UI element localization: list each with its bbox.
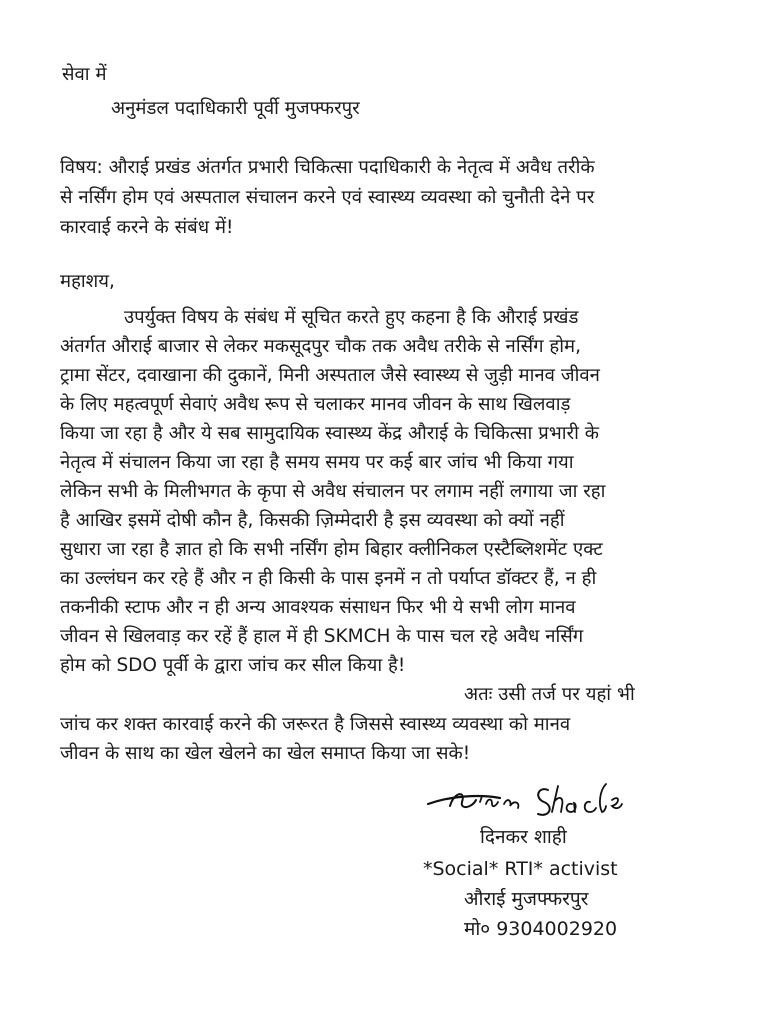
body-line: अंतर्गत औराई बाजार से लेकर मकसूदपुर चौक तक अवैध तरीके से नर्सिंग होम, [60, 336, 581, 357]
subject-line: कारवाई करने के संबंध में! [60, 217, 234, 238]
body-line: के लिए महत्वपूर्ण सेवाएं अवैध रूप से चलाकर मानव जीवन के साथ खिलवाड़ [60, 394, 571, 415]
conclusion-line: अतः उसी तर्ज पर यहां भी [464, 684, 635, 705]
body-line: का उल्लंघन कर रहे हैं और न ही किसी के पास इनमें न तो पर्याप्त डॉक्टर हैं, न ही [60, 568, 597, 589]
body-line: है आखिर इसमें दोषी कौन है, किसकी ज़िम्मेदारी है इस व्यवस्था को क्यों नहीं [60, 510, 565, 531]
subject-line: विषय: औराई प्रखंड अंतर्गत प्रभारी चिकित्सा पदाधिकारी के नेतृत्व में अवैध तरीके [60, 157, 595, 178]
body-line: नेतृत्व में संचालन किया जा रहा है समय समय पर कई बार जांच भी किया गया [60, 452, 574, 473]
salutation-to: सेवा में [62, 64, 107, 85]
sender-address: औराई मुजफ्फरपुर [464, 888, 589, 910]
body-line: लेकिन सभी के मिलीभगत के कृपा से अवैध संचालन पर लगाम नहीं लगाया जा रहा [60, 481, 606, 502]
conclusion-line: जांच कर शक्त कारवाई करने की जरूरत है जिससे स्वास्थ्य व्यवस्था को मानव [60, 714, 571, 735]
sender-phone: मो० 9304002920 [464, 918, 618, 940]
greeting: महाशय, [60, 271, 115, 292]
body-line: होम को SDO पूर्वी के द्वारा जांच कर सील किया है! [60, 655, 406, 676]
body-line: तकनीकी स्टाफ और न ही अन्य आवश्यक संसाधन फिर भी ये सभी लोग मानव [60, 597, 576, 618]
body-line: जीवन से खिलवाड़ कर रहें हैं हाल में ही SKMCH के पास चल रहे अवैध नर्सिंग [60, 626, 584, 647]
subject-line: से नर्सिंग होम एवं अस्पताल संचालन करने एवं स्वास्थ्य व्यवस्था को चुनौती देने पर [60, 187, 595, 208]
body-line: किया जा रहा है और ये सब सामुदायिक स्वास्थ्य केंद्र औराई के चिकित्सा प्रभारी के [60, 423, 599, 444]
body-line: उपर्युक्त विषय के संबंध में सूचित करते हुए कहना है कि औराई प्रखंड [124, 307, 579, 328]
body-line: ट्रामा सेंटर, दवाखाना की दुकानें, मिनी अस्पताल जैसे स्वास्थ्य से जुड़ी मानव जीवन [60, 365, 600, 386]
handwritten-signature-icon [420, 782, 630, 822]
body-line: सुधारा जा रहा है ज्ञात हो कि सभी नर्सिंग होम बिहार क्लीनिकल एस्टैब्लिशमेंट एक्ट [60, 539, 603, 560]
recipient: अनुमंडल पदाधिकारी पूर्वी मुजफ्फरपुर [111, 98, 360, 119]
conclusion-line: जीवन के साथ का खेल खेलने का खेल समाप्त किया जा सके! [60, 743, 471, 764]
sender-name: दिनकर शाही [480, 826, 567, 848]
sender-title: *Social* RTI* activist [423, 858, 618, 880]
